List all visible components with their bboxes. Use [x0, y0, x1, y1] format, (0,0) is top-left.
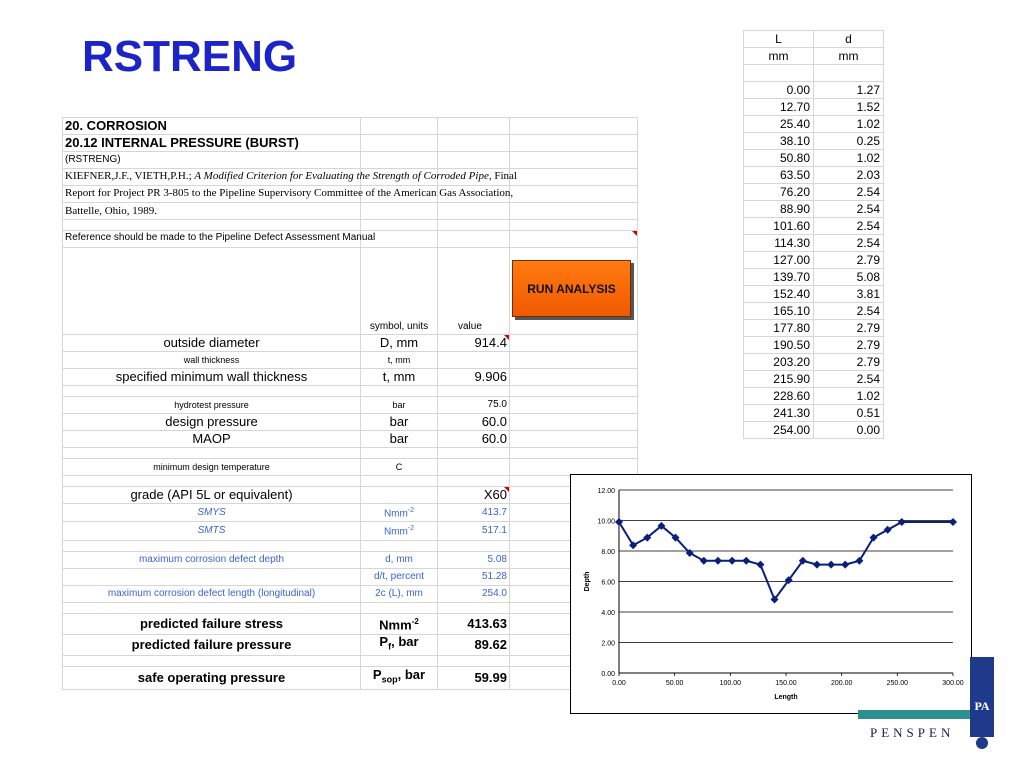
profile-d-cell[interactable]: 0.25 [814, 133, 884, 150]
y-tick-label: 10.00 [597, 518, 615, 526]
smys-value: 413.7 [438, 504, 510, 522]
profile-row [744, 354, 884, 371]
profile-L-cell[interactable]: 165.10 [744, 303, 814, 320]
mcdd-value: 5.08 [438, 551, 510, 568]
mdt-value[interactable] [438, 459, 510, 476]
profile-L-cell[interactable]: 12.70 [744, 99, 814, 116]
hydrotest-label: hydrotest pressure [63, 397, 361, 414]
slide-title: RSTRENG [82, 32, 298, 81]
smwt-label: specified minimum wall thickness [63, 369, 361, 386]
profile-d-cell[interactable]: 2.03 [814, 167, 884, 184]
data-point [756, 561, 764, 569]
reference-line-1: KIEFNER,J.F., VIETH,P.H.; A Modified Criterion for Evaluating the Strength of Corroded Pipe, Final [63, 169, 361, 186]
y-tick-label: 0.00 [601, 671, 615, 678]
dt-symbol: d/t, percent [361, 568, 438, 585]
failure-stress-label: predicted failure stress [63, 613, 361, 634]
profile-row [744, 99, 884, 116]
profile-L-cell[interactable]: 63.50 [744, 167, 814, 184]
method-label: (RSTRENG) [63, 152, 361, 169]
profile-L-cell[interactable]: 139.70 [744, 269, 814, 286]
data-point [898, 518, 906, 526]
profile-L-cell[interactable]: 101.60 [744, 218, 814, 235]
y-tick-label: 12.00 [597, 488, 615, 495]
y-tick-label: 8.00 [601, 549, 615, 556]
profile-row [744, 218, 884, 235]
x-axis-title: Length [774, 694, 798, 701]
profile-L-cell[interactable]: 114.30 [744, 235, 814, 252]
profile-d-cell[interactable]: 2.79 [814, 252, 884, 269]
unit-d: mm [814, 48, 884, 65]
profile-L-cell[interactable]: 254.00 [744, 422, 814, 439]
max-defect-depth-label: maximum corrosion defect depth [63, 551, 361, 568]
col-header-d: d [814, 31, 884, 48]
logo-text: PENSPEN [870, 725, 955, 740]
mcdl-symbol: 2c (L), mm [361, 585, 438, 602]
rstreng-sheet [62, 117, 638, 690]
profile-d-cell[interactable]: 2.54 [814, 303, 884, 320]
profile-L-cell[interactable]: 127.00 [744, 252, 814, 269]
value-header: value [438, 248, 510, 335]
profile-row [744, 201, 884, 218]
x-tick-label: 50.00 [665, 680, 684, 687]
reference-line-2: Report for Project PR 3-805 to the Pipeline Supervisory Committee of the American Gas Association, [63, 186, 361, 203]
profile-d-cell[interactable]: 1.27 [814, 82, 884, 99]
x-tick-label: 100.00 [719, 680, 742, 687]
max-defect-length-label: maximum corrosion defect length (longitudinal) [63, 585, 361, 602]
profile-L-cell[interactable]: 241.30 [744, 405, 814, 422]
data-point [949, 518, 957, 526]
profile-row [744, 388, 884, 405]
sop-symbol: $P_{sop}$, bar [361, 666, 438, 689]
dp-value[interactable]: 60.0 [438, 414, 510, 431]
run-analysis-button[interactable]: RUN ANALYSIS [512, 260, 631, 317]
maop-value[interactable]: 60.0 [438, 431, 510, 448]
y-axis-title: Depth [584, 571, 591, 592]
min-design-temp-label: minimum design temperature [63, 459, 361, 476]
unit-L: mm [744, 48, 814, 65]
profile-d-cell[interactable]: 1.02 [814, 116, 884, 133]
wt-symbol: t, mm [361, 352, 438, 369]
profile-L-cell[interactable]: 50.80 [744, 150, 814, 167]
data-point [742, 557, 750, 565]
subsection-heading: 20.12 INTERNAL PRESSURE (BURST) [63, 135, 361, 152]
x-tick-label: 300.00 [942, 680, 964, 687]
profile-row [744, 235, 884, 252]
profile-d-cell[interactable]: 2.54 [814, 201, 884, 218]
profile-L-cell[interactable]: 76.20 [744, 184, 814, 201]
data-point [841, 561, 849, 569]
profile-row [744, 303, 884, 320]
profile-row [744, 133, 884, 150]
pfs-symbol: Nmm$^{-2}$ [361, 613, 438, 634]
profile-row [744, 337, 884, 354]
wall-thickness-label: wall thickness [63, 352, 361, 369]
x-tick-label: 0.00 [612, 680, 626, 687]
dt-value: 51.28 [438, 568, 510, 585]
profile-L-cell[interactable]: 190.50 [744, 337, 814, 354]
profile-L-cell[interactable]: 203.20 [744, 354, 814, 371]
profile-L-cell[interactable]: 38.10 [744, 133, 814, 150]
x-tick-label: 200.00 [830, 680, 853, 687]
smys-symbol: Nmm$^{-2}$ [361, 504, 438, 522]
logo-blue-bar [970, 657, 994, 737]
logo-circle [976, 737, 988, 749]
penspen-logo [858, 655, 998, 765]
blank-cell [744, 65, 814, 82]
profile-d-cell[interactable]: 2.54 [814, 218, 884, 235]
col-header-L: L [744, 31, 814, 48]
logo-badge: PA [974, 699, 990, 713]
profile-d-cell[interactable]: 2.54 [814, 235, 884, 252]
grade-label: grade (API 5L or equivalent) [63, 487, 361, 504]
failure-pressure-label: predicted failure pressure [63, 634, 361, 655]
y-tick-label: 2.00 [601, 640, 615, 648]
profile-row [744, 150, 884, 167]
profile-row [744, 82, 884, 99]
smts-label: SMTS [63, 522, 361, 540]
data-point [700, 557, 708, 565]
profile-row [744, 405, 884, 422]
design-pressure-label: design pressure [63, 414, 361, 431]
profile-d-cell[interactable]: 2.79 [814, 354, 884, 371]
profile-row [744, 320, 884, 337]
data-point [728, 557, 736, 565]
safe-operating-label: safe operating pressure [63, 666, 361, 689]
x-tick-label: 250.00 [886, 680, 909, 687]
profile-row [744, 116, 884, 133]
mcdl-value: 254.0 [438, 585, 510, 602]
profile-L-cell[interactable]: 152.40 [744, 286, 814, 303]
data-point [884, 526, 892, 534]
profile-d-cell[interactable]: 1.02 [814, 388, 884, 405]
profile-d-cell[interactable]: 2.79 [814, 320, 884, 337]
profile-d-cell[interactable]: 1.52 [814, 99, 884, 116]
wt-value[interactable] [438, 352, 510, 369]
profile-row [744, 184, 884, 201]
maop-label: MAOP [63, 431, 361, 448]
outside-diameter-label: outside diameter [63, 335, 361, 352]
grade-value[interactable]: X60 [438, 487, 510, 504]
smys-label: SMYS [63, 504, 361, 522]
logo-teal-bar [858, 710, 970, 719]
manual-note: Reference should be made to the Pipeline Defect Assessment Manual [63, 231, 361, 248]
profile-L-cell[interactable]: 0.00 [744, 82, 814, 99]
blank-cell [814, 65, 884, 82]
data-point [714, 557, 722, 565]
y-tick-label: 4.00 [601, 610, 615, 617]
symbol-units-header: symbol, units [361, 248, 438, 335]
safe-operating-value: 59.99 [438, 666, 510, 689]
profile-L-cell[interactable]: 177.80 [744, 320, 814, 337]
defect-profile-table [743, 30, 884, 439]
profile-L-cell[interactable]: 25.40 [744, 116, 814, 133]
od-value[interactable]: 914.4 [438, 335, 510, 352]
maop-symbol: bar [361, 431, 438, 448]
profile-row [744, 252, 884, 269]
profile-L-cell[interactable]: 228.60 [744, 388, 814, 405]
profile-L-cell[interactable]: 88.90 [744, 201, 814, 218]
reference-line-3: Battelle, Ohio, 1989. [63, 203, 361, 220]
profile-d-cell[interactable]: 5.08 [814, 269, 884, 286]
profile-d-cell[interactable]: 1.02 [814, 150, 884, 167]
y-tick-label: 6.00 [601, 579, 615, 587]
x-tick-label: 150.00 [775, 680, 797, 687]
profile-row [744, 167, 884, 184]
profile-row [744, 422, 884, 439]
profile-row [744, 269, 884, 286]
smwt-symbol: t, mm [361, 369, 438, 386]
profile-d-cell[interactable]: 2.79 [814, 337, 884, 354]
hp-symbol: bar [361, 397, 438, 414]
profile-L-cell[interactable]: 215.90 [744, 371, 814, 388]
profile-d-cell[interactable]: 0.51 [814, 405, 884, 422]
smts-value: 517.1 [438, 522, 510, 540]
failure-stress-value: 413.63 [438, 613, 510, 634]
data-point [827, 561, 835, 569]
depth-series-line [619, 522, 953, 599]
pfp-symbol: $P_f$, bar [361, 634, 438, 655]
failure-pressure-value: 89.62 [438, 634, 510, 655]
profile-d-cell[interactable]: 3.81 [814, 286, 884, 303]
hp-value[interactable]: 75.0 [438, 397, 510, 414]
profile-d-cell[interactable]: 2.54 [814, 371, 884, 388]
mdt-symbol: C [361, 459, 438, 476]
dp-symbol: bar [361, 414, 438, 431]
smwt-value[interactable]: 9.906 [438, 369, 510, 386]
profile-d-cell[interactable]: 2.54 [814, 184, 884, 201]
smts-symbol: Nmm$^{-2}$ [361, 522, 438, 540]
profile-row [744, 286, 884, 303]
profile-d-cell[interactable]: 0.00 [814, 422, 884, 439]
section-heading: 20. CORROSION [63, 118, 361, 135]
od-symbol: D, mm [361, 335, 438, 352]
profile-row [744, 371, 884, 388]
mcdd-symbol: d, mm [361, 551, 438, 568]
data-point [813, 561, 821, 569]
